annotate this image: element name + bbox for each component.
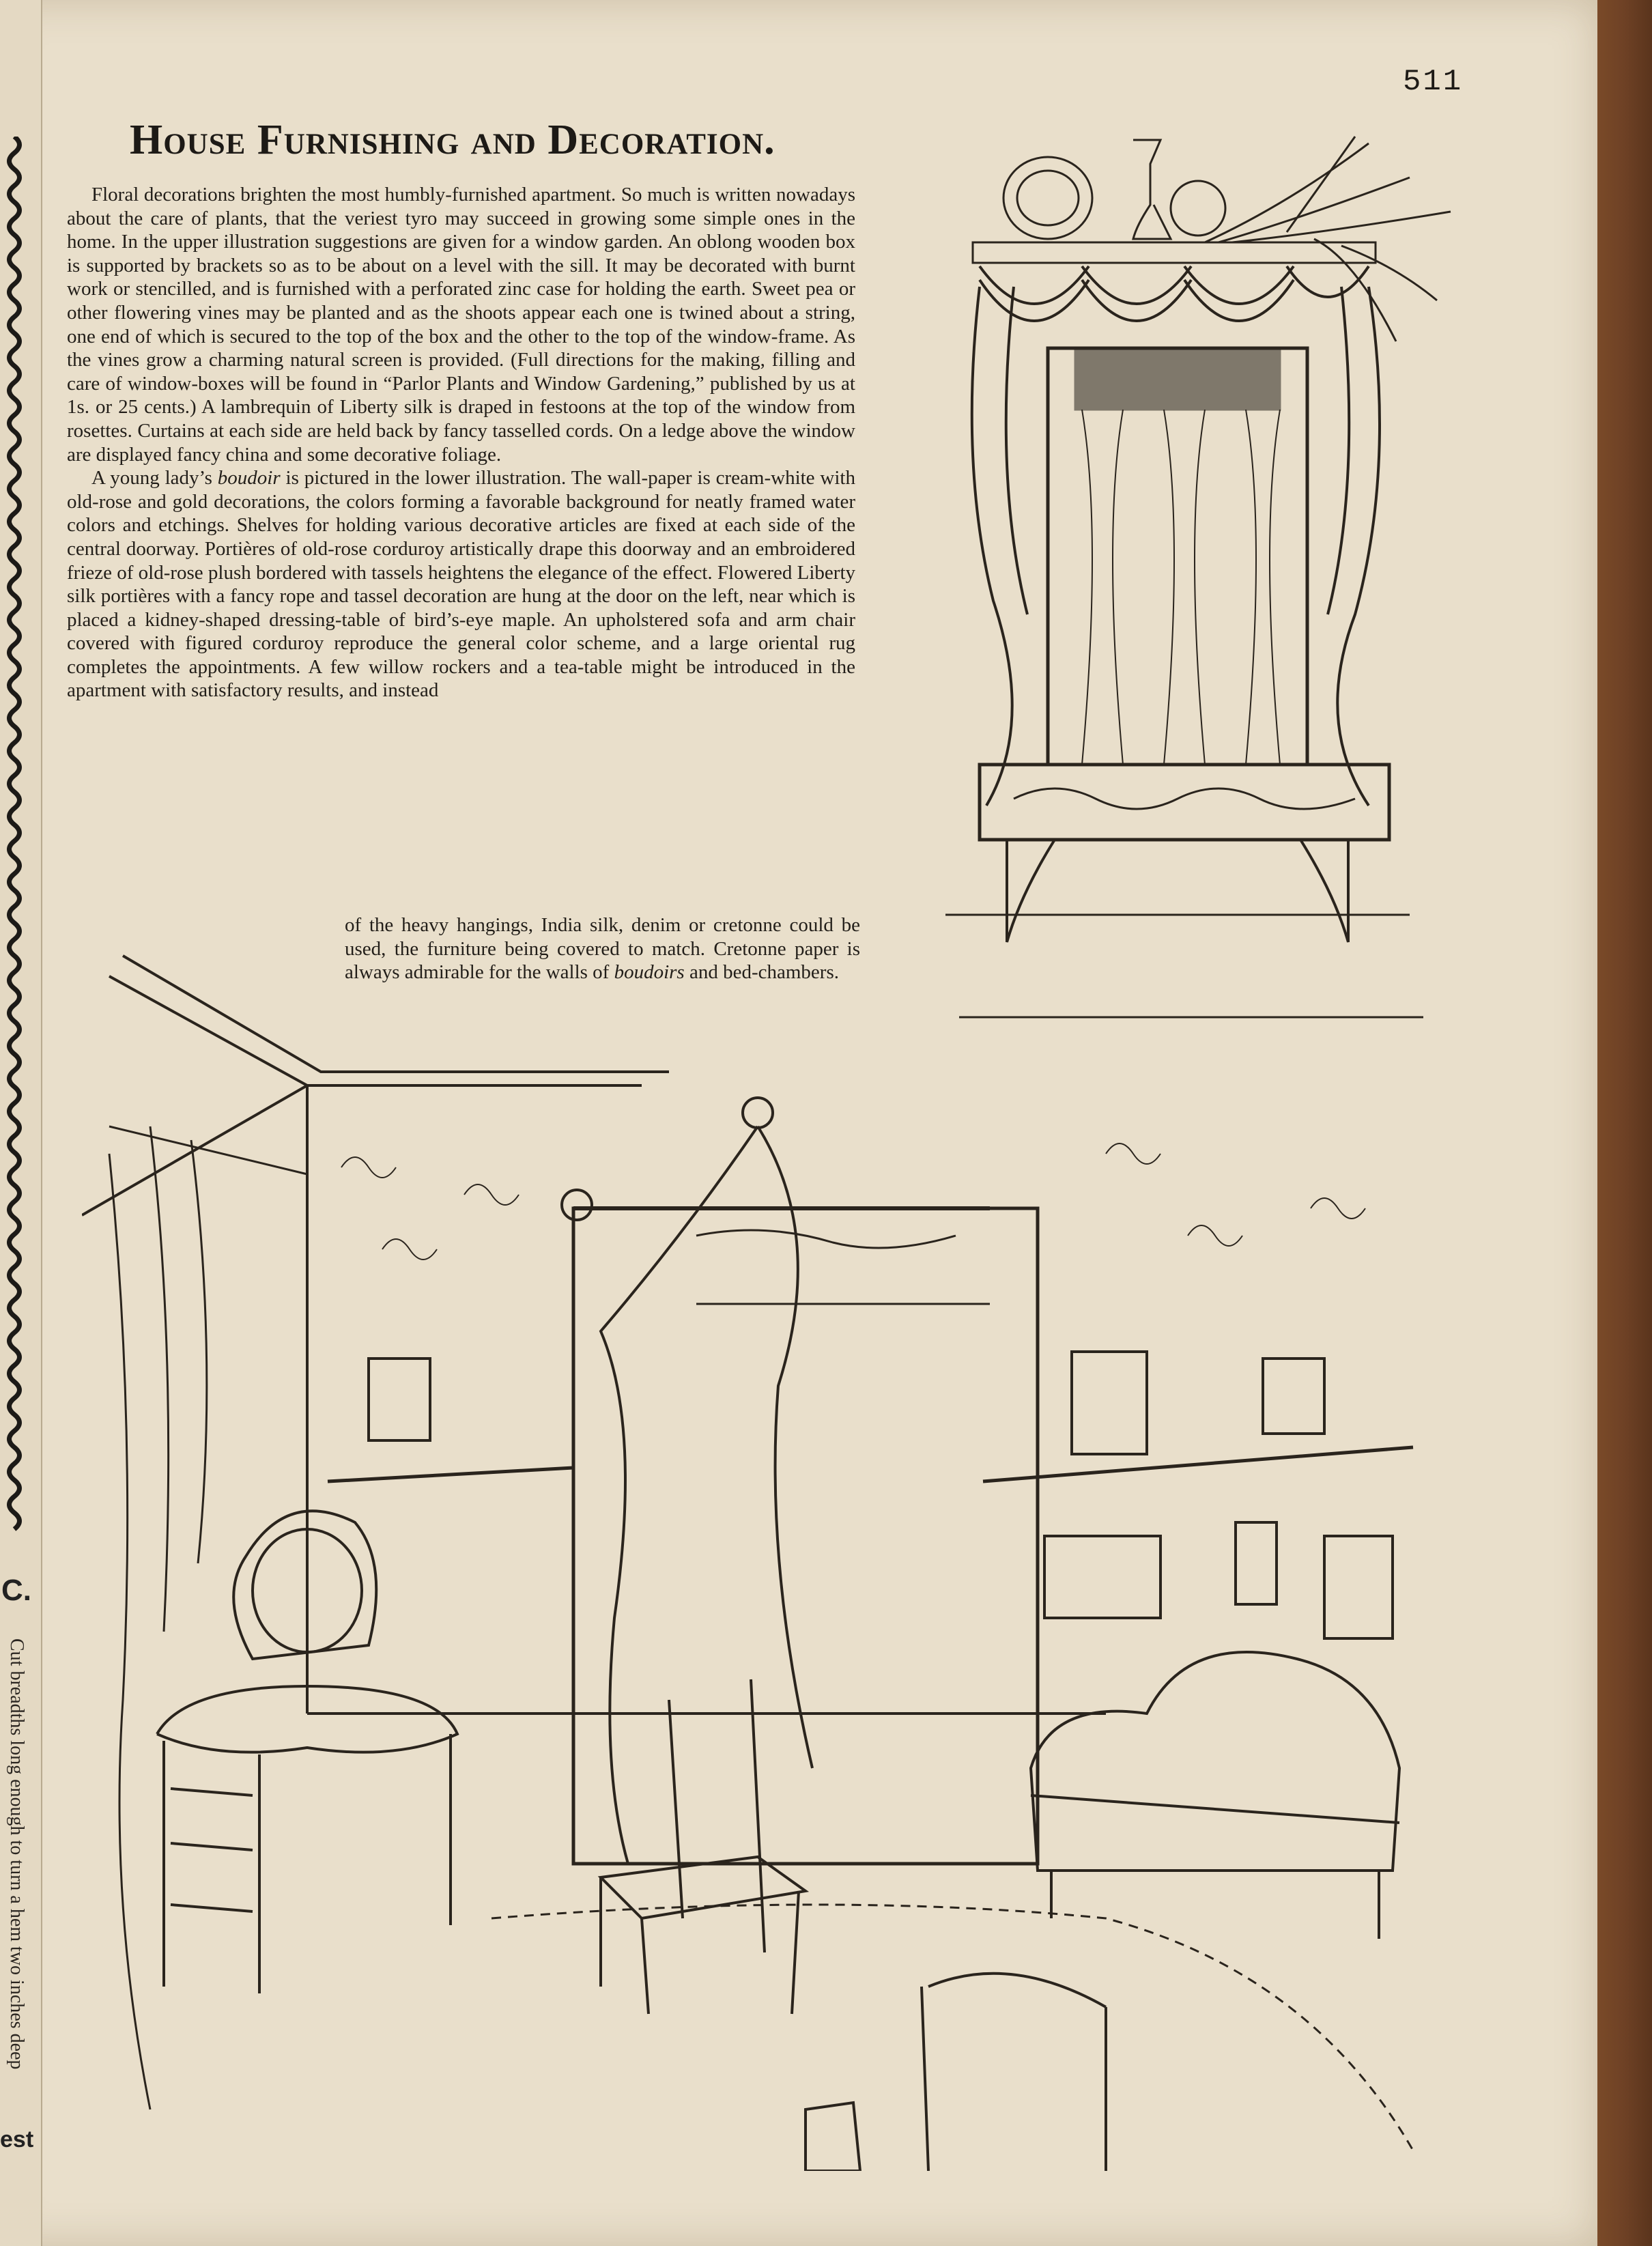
window-ledge (973, 242, 1376, 263)
boudoir-illustration (82, 949, 1468, 2171)
upholstered-sofa (1031, 1652, 1399, 1939)
window-garden-illustration (877, 123, 1478, 1051)
paragraph-window-garden: Floral decorations brighten the most humbly-furnished apartment. So much is written nowadays about the care of plants, that the veriest tyro may succeed in growing some simple ones in the home. In the upper illustration suggestions are given for a window garden. An oblong wooden box is supported by brackets so as to be about on a level with the sill. It may be decorated with burnt work or stencilled, and is furnished with a perforated zinc case for holding the earth. Sweet pea or other flowering vines may be planted and as the shoots appear each one is twined about a string, one end of which is secured to the top of the box and the other to the top of the window-frame. As the vines grow a charming natural screen is provided. (Full directions for the making, filling and care of window-boxes will be found in “Parlor Plants and Window Gardening,” published by us at 1s. or 25 cents.) A lambrequin of Liberty silk is draped in festoons at the top of the window from rosettes. Curtains at each side are held back by fancy tasselled cords. On a ledge above the window are displayed fancy china and some decorative foliage. (67, 184, 855, 466)
window-box (980, 765, 1389, 840)
stool (806, 2103, 860, 2171)
framed-picture (369, 1359, 430, 1440)
page-number: 511 (1403, 65, 1464, 99)
book-binding-edge (1597, 0, 1652, 2246)
tail-end: and bed-chambers. (684, 961, 839, 984)
rosette-icon (562, 1190, 592, 1220)
side-chair (601, 1679, 806, 2014)
article-body (67, 183, 855, 702)
right-bracket (1300, 840, 1348, 942)
left-shelf (328, 1468, 573, 1481)
article-title: House Furnishing and Decoration. (130, 117, 775, 163)
embroidered-frieze (696, 1230, 990, 1304)
foliage-icon (1205, 137, 1451, 341)
ceiling-cornice (82, 956, 669, 1215)
small-vase-icon (1171, 181, 1225, 236)
wavy-ornament-border (4, 137, 25, 1536)
vase-icon (1133, 140, 1171, 239)
adjacent-page-strip (0, 0, 42, 2246)
framed-picture (1236, 1522, 1277, 1604)
tail-italic: boudoirs (614, 961, 685, 984)
room-walls (307, 1085, 1106, 1714)
p2-rest: is pictured in the lower illustration. The wall-paper is cream-white with old-rose and gold decorations, the colors forming a favorable background for neatly framed water colors and etchings. Shelves for holding various decorative articles are fixed at each side of the central doorway. Portières of old-rose corduroy artistically drape this doorway and an embroidered frieze of old-rose plush bordered with tassels heightens the elegance of the effect. Flowered Liberty silk portières with a fancy rope and tassel decoration are hung at the door on the left, near which is placed a kidney-shaped dressing-table of bird’s-eye maple. An upholstered sofa and arm chair covered with figured corduroy reproduce the general color scheme, and a large oriental rug completes the appointments. A few willow rockers and a tea-table might be introduced in the apartment with satisfactory results, and instead (67, 467, 856, 702)
p2-start: A young lady’s (91, 467, 218, 489)
tail-start: of the heavy hangings, India silk, denim or cretonne could be used, the furniture being covered to match. Cretonne paper is always admirable for the walls of (345, 914, 860, 984)
oriental-rug (492, 1905, 1413, 2150)
lambrequin-drape (980, 266, 1369, 321)
left-bracket (1007, 840, 1055, 942)
framed-picture (1072, 1352, 1147, 1454)
paragraph-boudoir (67, 466, 855, 702)
left-door-curtain (109, 1126, 307, 2109)
margin-bottom-word: est (0, 2127, 34, 2152)
margin-letter: C. (1, 1574, 31, 1607)
left-curtain (972, 287, 1027, 806)
framed-picture (1324, 1536, 1393, 1638)
right-curtain (1328, 287, 1380, 806)
margin-rotated-text: Cut breadths long enough to turn a hem two inches deep (6, 1638, 27, 2070)
p2-italic: boudoir (217, 467, 281, 489)
framed-picture (1263, 1359, 1324, 1434)
fire-screen (922, 1974, 1106, 2171)
framed-picture (1044, 1536, 1160, 1618)
vine-screen (1082, 410, 1280, 765)
right-shelf (983, 1447, 1413, 1481)
central-doorway (562, 1098, 1038, 1864)
wallpaper-pattern (341, 1143, 1365, 1260)
